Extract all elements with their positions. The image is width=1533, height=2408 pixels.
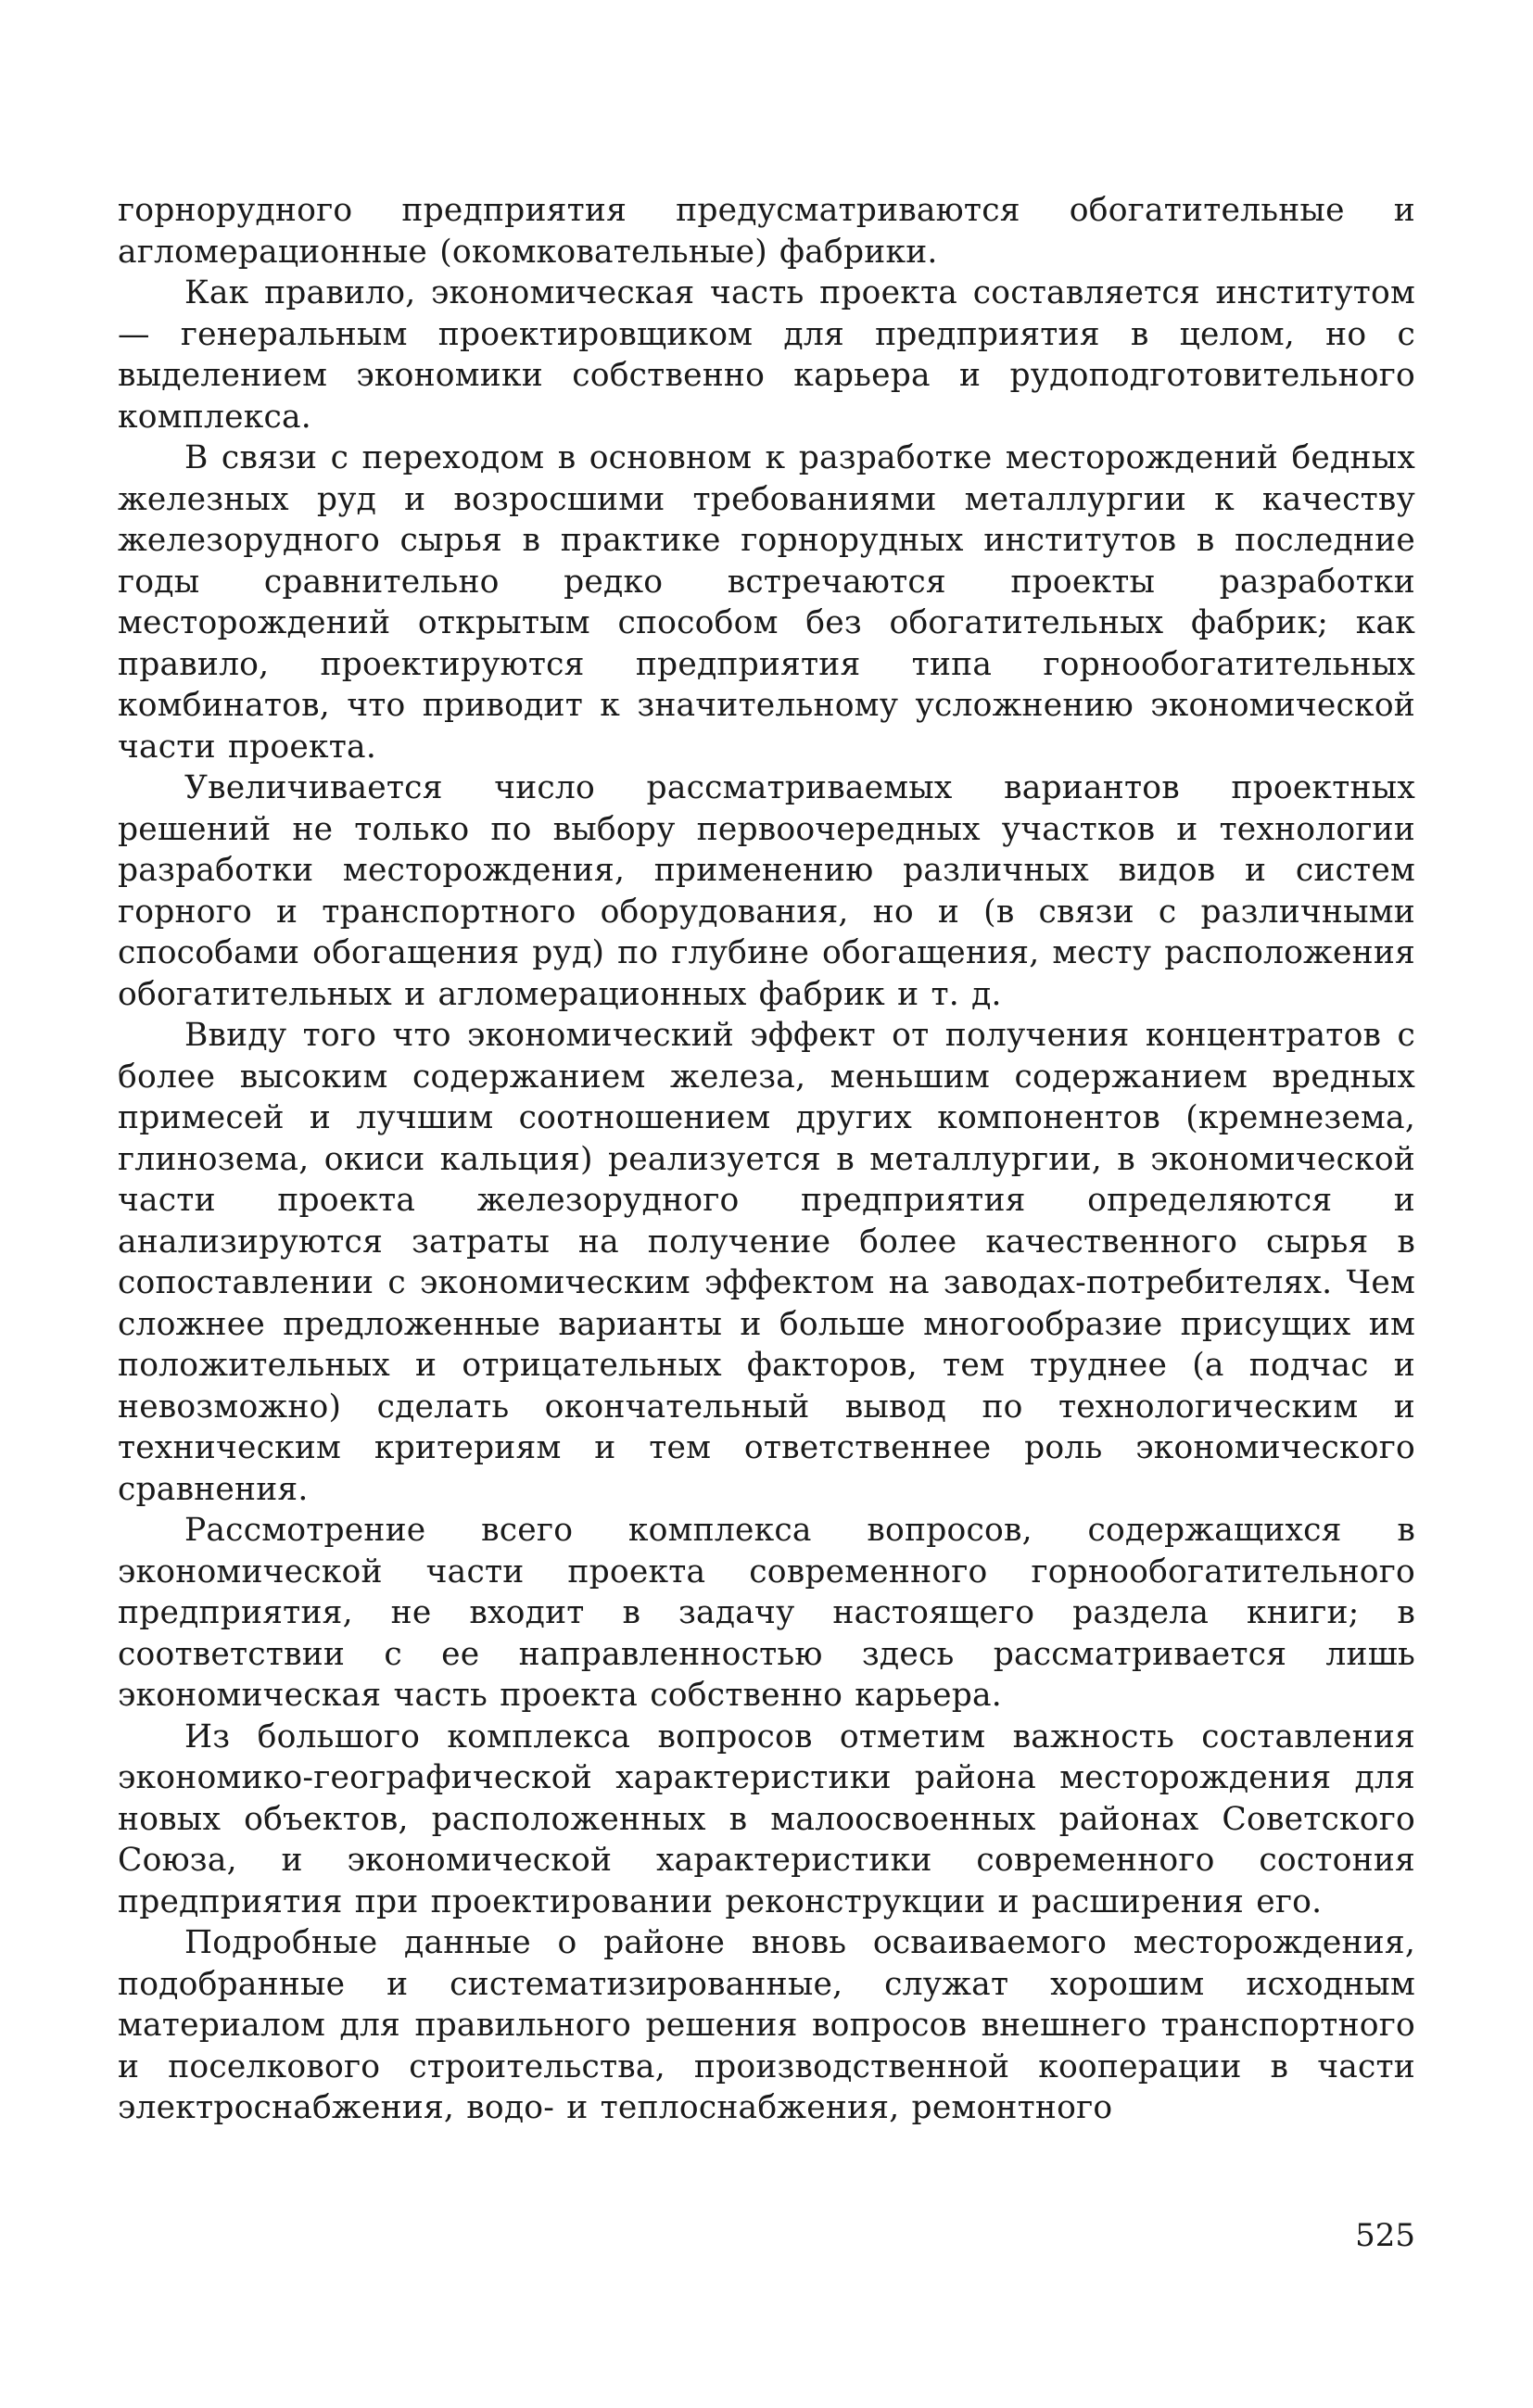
paragraph-geography: Из большого комплекса вопросов отметим важность составления экономико-географической характеристики района месторождения для новых объектов, расположенных в малоосвоенных районах Советского Союза, и экономической характеристики современного состония предприятия при проектировании реконструкции и расширения его. bbox=[118, 1717, 1415, 1920]
page-number: 525 bbox=[1355, 2217, 1415, 2254]
paragraph-economic-part: Как правило, экономическая часть проекта составляется институтом — генеральным проектировщиком для предприятия в целом, но с выделением экономики собственно карьера и рудоподготовительного комплекса. bbox=[118, 274, 1415, 436]
paragraph-region-data: Подробные данные о районе вновь осваиваемого месторождения, подобранные и систематизированные, служат хорошим исходным материалом для правильного решения вопросов внешнего транспортного и поселкового строительства, производственной кооперации в части электроснабжения, водо- и теплоснабжения, ремонтного bbox=[118, 1924, 1415, 2126]
paragraph-poor-ores: В связи с переходом в основном к разработке месторождений бедных железных руд и возросшими требованиями металлургии к качеству железорудного сырья в практике горнорудных институтов в последние годы сравнительно редко встречаются проекты разработки месторождений открытым способом без обогатительных фабрик; как правило, проектируются предприятия типа горнообогатительных комбинатов, что приводит к значительному усложнению экономической части проекта. bbox=[118, 439, 1415, 766]
paragraph-variants: Увеличивается число рассматриваемых вариантов проектных решений не только по выбору первоочередных участков и технологии разработки месторождения, применению различных видов и систем горного и транспортного оборудования, но и (в связи с различными способами обогащения руд) по глубине обогащения, месту расположения обогатительных и агломерационных фабрик и т. д. bbox=[118, 769, 1415, 1013]
page-body bbox=[118, 190, 1415, 2129]
paragraph-economic-effect: Ввиду того что экономический эффект от получения концентратов с более высоким содержанием железа, меньшим содержанием вредных примесей и лучшим соотношением других компонентов (кремнезема, глинозема, окиси кальция) реализуется в металлургии, в экономической части проекта железорудного предприятия определяются и анализируются затраты на получение более качественного сырья в сопоставлении с экономическим эффектом на заводах-потребителях. Чем сложнее предложенные варианты и больше многообразие присущих им положительных и отрицательных факторов, тем труднее (а подчас и невозможно) сделать окончательный вывод по технологическим и техническим критериям и тем ответственнее роль экономического сравнения. bbox=[118, 1017, 1415, 1508]
paragraph-continuation: горнорудного предприятия предусматриваются обогатительные и агломерационные (окомковательные) фабрики. bbox=[118, 192, 1415, 271]
paragraph-scope: Рассмотрение всего комплекса вопросов, содержащихся в экономической части проекта современного горнообогатительного предприятия, не входит в задачу настоящего раздела книги; в соответствии с ее направленностью здесь рассматривается лишь экономическая часть проекта собственно карьера. bbox=[118, 1512, 1415, 1714]
